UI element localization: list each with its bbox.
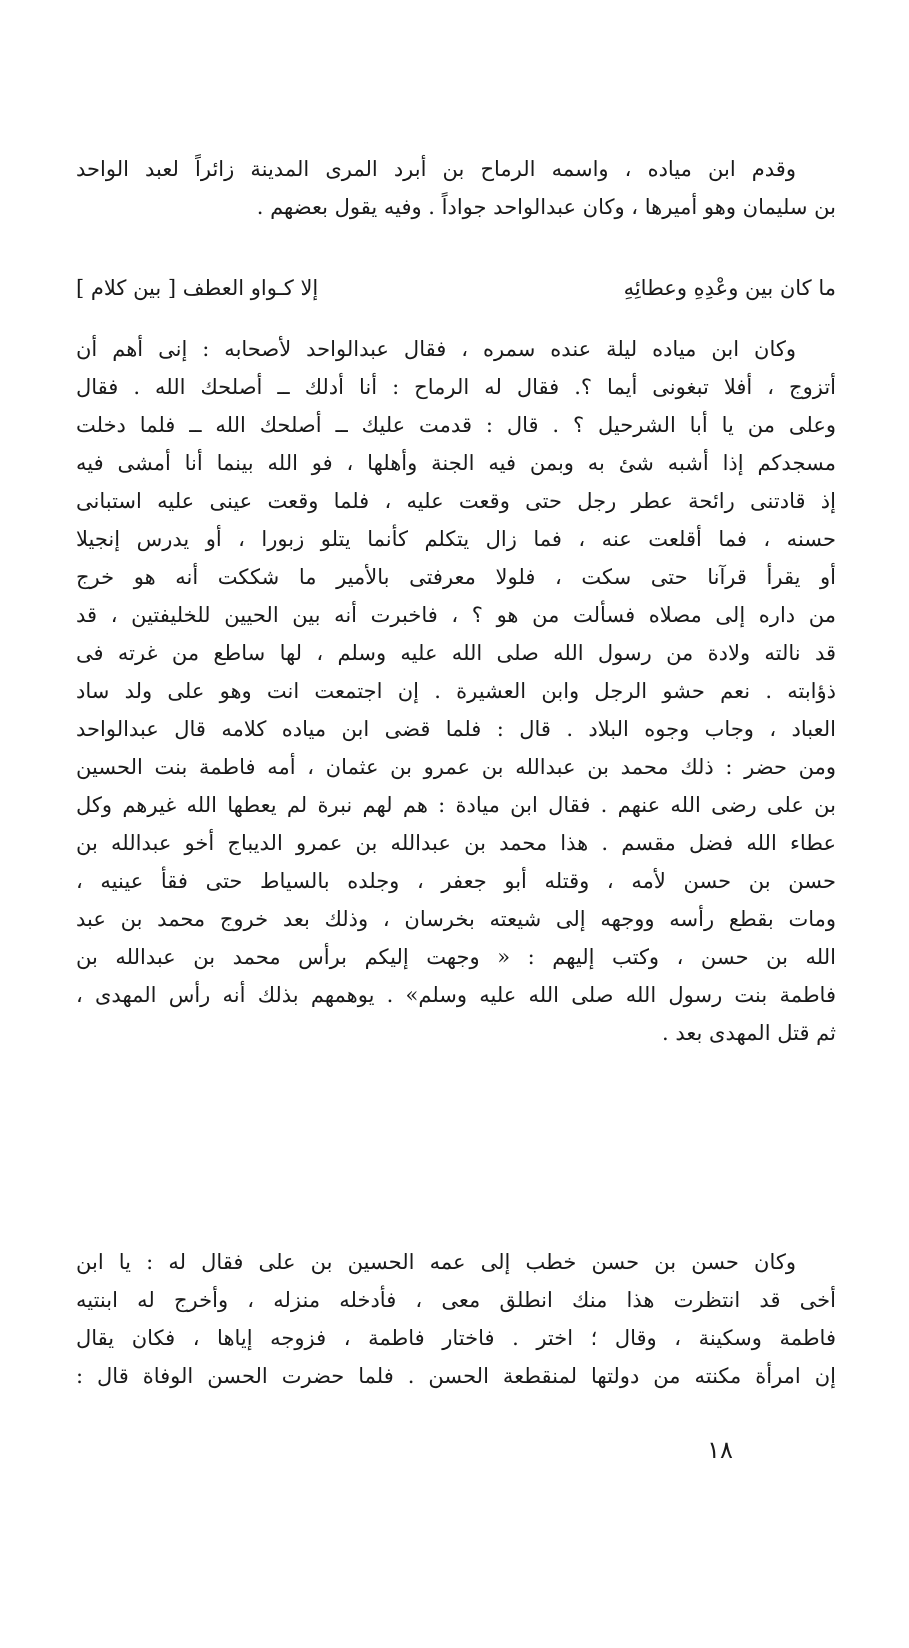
text-line: أو يقرأ قرآنا حتى سكت ، فلولا معرفتى بالأمير ما شككت أنه هو خرج xyxy=(76,565,836,589)
text-line: ومات بقطع رأسه ووجهه إلى شيعته بخرسان ، وذلك بعد خروج محمد بن عبد xyxy=(76,907,836,931)
text-line: وعلى من يا أبا الشرحيل ؟ . قال : قدمت عليك ــ أصلحك الله ــ فلما دخلت xyxy=(76,413,836,437)
text-line: وكان حسن بن حسن خطب إلى عمه الحسين بن على فقال له : يا ابن xyxy=(76,1250,796,1274)
text-line: أتزوج ، أفلا تبغونى أيما ؟. فقال له الرماح : أنا أدلك ــ أصلحك الله . فقال xyxy=(76,375,836,399)
paragraph-2 xyxy=(76,330,836,1052)
text-line: حسنه ، فما أقلعت عنه ، فما زال يتكلم كأنما يتلو زبورا ، أو يدرس إنجيلا xyxy=(76,527,836,551)
text-line: ومن حضر : ذلك محمد بن عبدالله بن عمرو بن عثمان ، أمه فاطمة بنت الحسين xyxy=(76,755,836,779)
paragraph-1 xyxy=(76,150,836,226)
verse-second-hemistich: إلا كـواو العطف [ بين كلام ] xyxy=(76,276,319,300)
text-line: فاطمة وسكينة ، وقال ؛ اختر . فاختار فاطمة ، فزوجه إياها ، فكان يقال xyxy=(76,1326,836,1350)
text-line: بن سليمان وهو أميرها ، وكان عبدالواحد جواداً . وفيه يقول بعضهم . xyxy=(256,195,836,219)
text-line: قد نالته ولادة من رسول الله صلى الله عليه وسلم ، لها ساطع من غرته فى xyxy=(76,641,836,665)
text-line: ذؤابته . نعم حشو الرجل وابن العشيرة . إن اجتمعت انت وهو على ولد ساد xyxy=(76,679,836,703)
text-line: أخى قد انتظرت هذا منك انطلق معى ، فأدخله منزله ، وأخرج له ابنتيه xyxy=(76,1288,836,1312)
text-line: إذ قادتنى رائحة عطر رجل حتى وقعت عليه ، فلما وقعت عينى عليه استبانى xyxy=(76,489,836,513)
paragraph-3 xyxy=(76,1243,836,1395)
text-line: فاطمة بنت رسول الله صلى الله عليه وسلم» . يوهمهم بذلك أنه رأس المهدى ، xyxy=(76,983,836,1007)
page-number: ١٨ xyxy=(707,1436,733,1464)
text-line: مسجدكم إذا أشبه شئ به وبمن فيه الجنة وأهلها ، فو الله بينما أنا أمشى فيه xyxy=(76,451,836,475)
text-line: وكان ابن مياده ليلة عنده سمره ، فقال عبدالواحد لأصحابه : إنى أهم أن xyxy=(76,337,796,361)
verse-first-hemistich: ما كان بين وعْدِهِ وعطائِهِ xyxy=(623,276,836,300)
text-line: الله بن حسن ، وكتب إليهم : « وجهت إليكم برأس محمد بن عبدالله بن xyxy=(76,945,836,969)
text-line: حسن بن حسن لأمه ، وقتله أبو جعفر ، وجلده بالسياط حتى فقأ عينيه ، xyxy=(76,869,836,893)
text-line: إن امرأة مكنته من دولتها لمنقطعة الحسن . فلما حضرت الحسن الوفاة قال : xyxy=(76,1364,836,1388)
text-line: العباد ، وجاب وجوه البلاد . قال : فلما قضى ابن مياده كلامه قال عبدالواحد xyxy=(76,717,836,741)
text-line: من داره إلى مصلاه فسألت من هو ؟ ، فاخبرت أنه بين الحيين للخليفتين ، قد xyxy=(76,603,836,627)
text-line: عطاء الله فضل مقسم . هذا محمد بن عبدالله بن عمرو الديباج أخو عبدالله بن xyxy=(76,831,836,855)
text-line: بن على رضى الله عنهم . فقال ابن ميادة : هم لهم نبرة لم يعطها الله غيرهم وكل xyxy=(76,793,836,817)
poetry-verse xyxy=(76,268,836,308)
text-line: ثم قتل المهدى بعد . xyxy=(662,1021,836,1045)
text-line: وقدم ابن مياده ، واسمه الرماح بن أبرد المرى المدينة زائراً لعبد الواحد xyxy=(76,157,796,181)
